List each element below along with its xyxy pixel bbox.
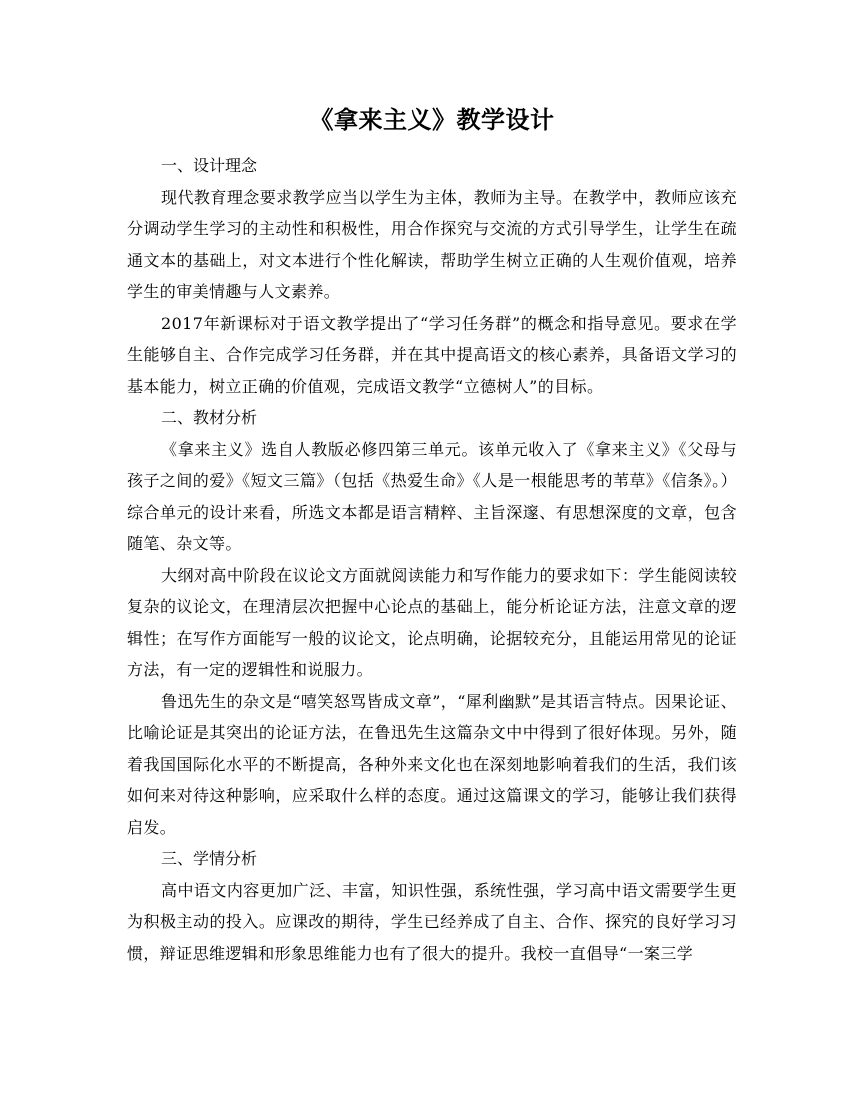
section-textbook-analysis [127, 402, 737, 843]
section-heading: 三、学情分析 [161, 849, 258, 868]
document-body [127, 100, 737, 969]
paragraph: 大纲对高中阶段在议论文方面就阅读能力和写作能力的要求如下：学生能阅读较复杂的议论文，在理清层次把握中心论点的基础上，能分析论证方法，注意文章的逻辑性；在写作方面能写一般的议论文，论点明确，论据较充分，且能运用常见的论证方法，有一定的逻辑性和说服力。 [127, 565, 737, 679]
paragraph: 2017年新课标对于语文教学提出了“学习任务群”的概念和指导意见。要求在学生能够自主、合作完成学习任务群，并在其中提高语文的核心素养，具备语文学习的基本能力，树立正确的价值观，完成语文教学“立德树人”的目标。 [127, 313, 737, 396]
paragraph: 《拿来主义》选自人教版必修四第三单元。该单元收入了《拿来主义》《父母与孩子之间的爱》《短文三篇》（包括《热爱生命》《人是一根能思考的苇草》《信条》。）综合单元的设计来看，所选文本都是语言精粹、主旨深邃、有思想深度的文章，包含随笔、杂文等。 [127, 439, 737, 553]
section-heading: 二、教材分析 [161, 408, 258, 427]
paragraph: 高中语文内容更加广泛、丰富，知识性强，系统性强，学习高中语文需要学生更为积极主动的投入。应课改的期待，学生已经养成了自主、合作、探究的良好学习习惯，辩证思维逻辑和形象思维能力也有了很大的提升。我校一直倡导“一案三学 [127, 880, 737, 963]
paragraph: 现代教育理念要求教学应当以学生为主体，教师为主导。在教学中，教师应该充分调动学生学习的主动性和积极性，用合作探究与交流的方式引导学生，让学生在疏通文本的基础上，对文本进行个性化解读，帮助学生树立正确的人生观价值观，培养学生的审美情趣与人文素养。 [127, 187, 737, 301]
section-student-analysis [127, 843, 737, 969]
section-heading: 一、设计理念 [161, 156, 258, 175]
paragraph: 鲁迅先生的杂文是“嘻笑怒骂皆成文章”，“犀利幽默”是其语言特点。因果论证、比喻论证是其突出的论证方法，在鲁迅先生这篇杂文中中得到了很好体现。另外，随着我国国际化水平的不断提高，各种外来文化也在深刻地影响着我们的生活，我们该如何来对待这种影响，应采取什么样的态度。通过这篇课文的学习，能够让我们获得启发。 [127, 691, 737, 837]
document-title: 《拿来主义》教学设计 [309, 105, 555, 134]
section-design-concept [127, 150, 737, 402]
